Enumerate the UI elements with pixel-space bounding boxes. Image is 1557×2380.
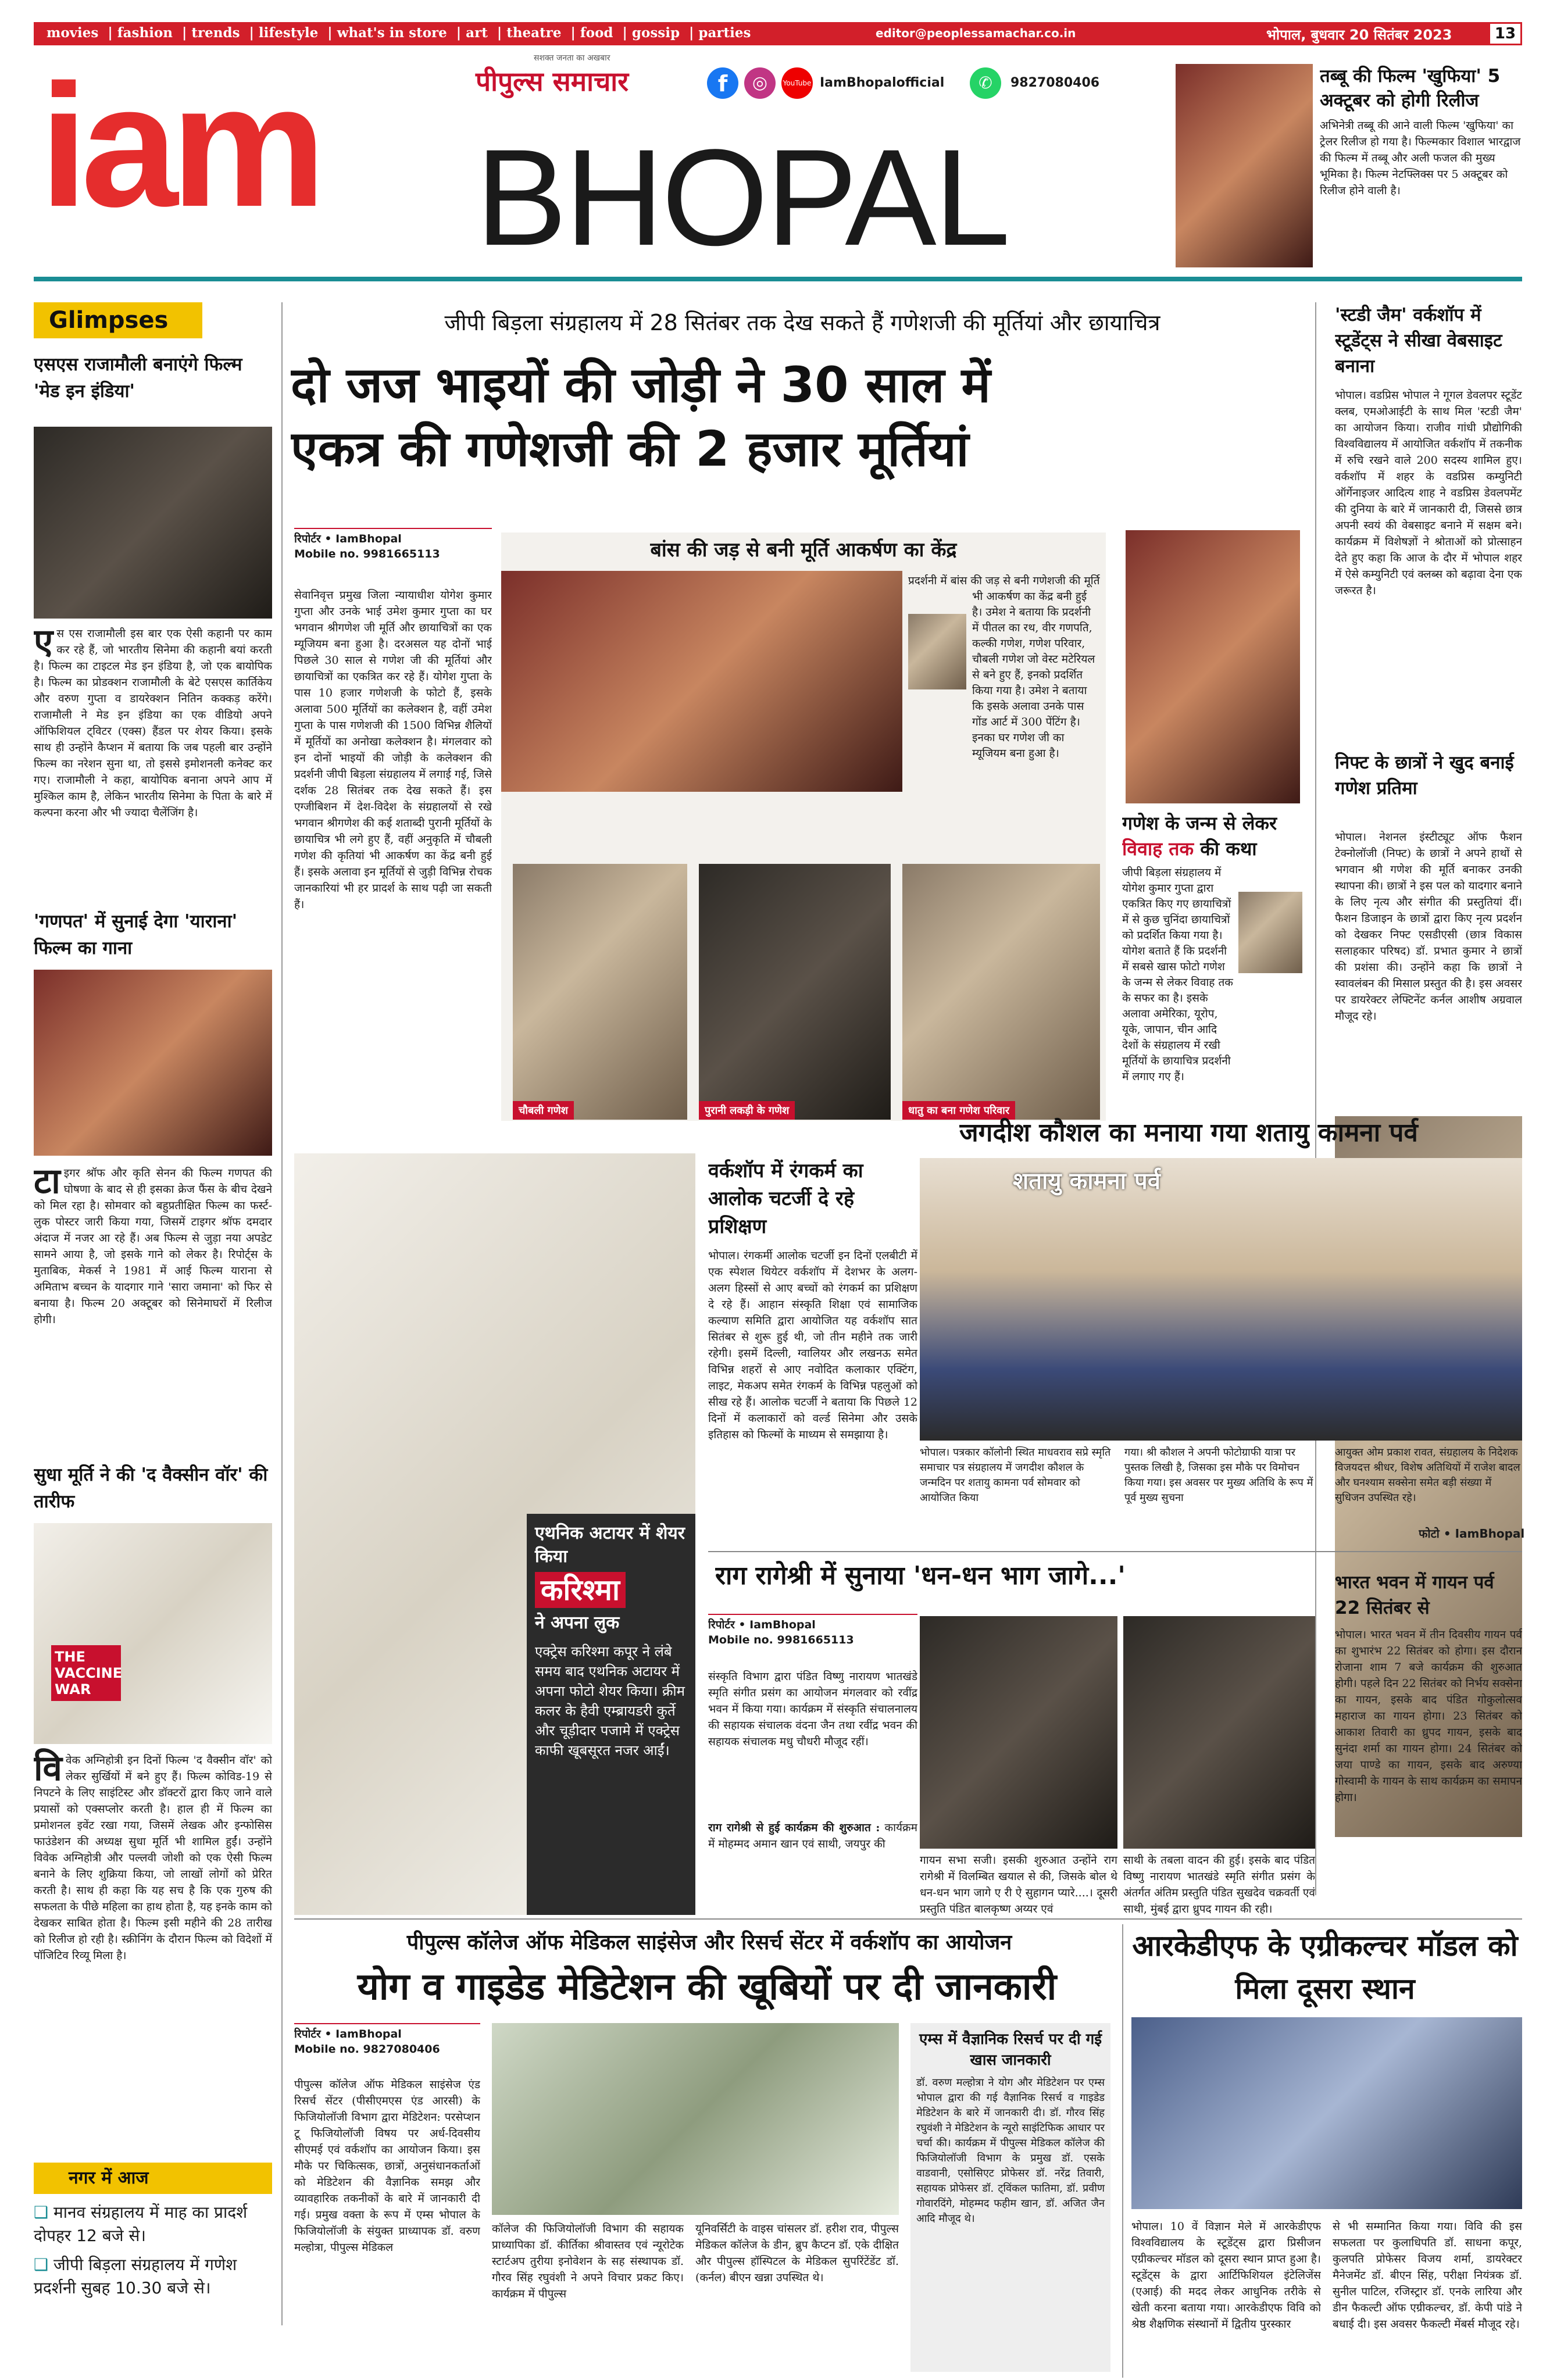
lead-reporter: रिपोर्टर • IamBhopal bbox=[294, 528, 492, 546]
metal-ganesh-photo bbox=[902, 864, 1100, 1120]
ganpat-body bbox=[34, 1161, 272, 1328]
glimpses-column bbox=[34, 302, 272, 2325]
aiims-box bbox=[910, 2023, 1110, 2372]
bamboo-ganesh-photo bbox=[501, 571, 902, 792]
instagram-icon[interactable]: ◎ bbox=[744, 67, 776, 99]
whatsapp-icon[interactable]: ✆ bbox=[970, 67, 1001, 99]
lead-byline bbox=[294, 528, 492, 562]
raag-photo-1 bbox=[920, 1616, 1117, 1849]
medical-headline: योग व गाइडेड मेडिटेशन की खूबियों पर दी जानकारी bbox=[357, 1966, 1057, 2009]
nav-item-theatre[interactable]: theatre bbox=[506, 25, 562, 41]
raag-byline bbox=[708, 1614, 917, 1648]
wooden-caption: पुरानी लकड़ी के गणेश bbox=[699, 1101, 795, 1120]
section-nav: movies | fashion | trends | lifestyle | what's in store | art | theatre | food | gossip | parties bbox=[47, 25, 751, 41]
raag-reporter: रिपोर्टर • IamBhopal bbox=[708, 1614, 917, 1632]
city-today-text-2: जीपी बिड़ला संग्रहालय में गणेश प्रदर्शनी सुबह 10.30 बजे से। bbox=[34, 2255, 237, 2297]
rkdf-body-2: से भी सम्मानित किया गया। विवि की इस सफलता पर कुलाधिपति डॉ. साधना कपूर, कुलपति प्रोफेसर विजय शर्मा, डायरेक्टर मैनेजमेंट डॉ. बीएन सिंह, परीक्षा नियंत्रक डॉ. सुनील पाटिल, रजिस्ट्रार डॉ. एनके लारिया और डीन फैकल्टी ऑफ एग्रीकल्चर, डॉ. केपी पांडे ने बधाई दी। इस अवसर फैकल्टी मेंबर्स मौजूद रहे। bbox=[1333, 2220, 1522, 2331]
raag-body-3: गायन सभा सजी। इसकी शुरुआत उन्होंने राग रागेश्री में विलम्बित खयाल से की, जिसके बोल थे धन-धन भाग जागे ए री ऐ सुहागन प्यारे....। दूसरी प्रस्तुति पंडित बालकृष्ण अय्यर एवं bbox=[920, 1854, 1117, 1916]
aiims-body: डॉ. वरुण मल्होत्रा ने योग और मेडिटेशन पर एम्स भोपाल द्वारा की गई वैज्ञानिक रिसर्च व गाइडेड मेडिटेशन के बारे में जानकारी दी। डॉ. गौरव सिंह रघुवंशी ने मेडिटेशन के न्यूरो साइंटिफिक आधार पर चर्चा की। कार्यक्रम में पीपुल्स मेडिकल कॉलेज की फिजियोलॉजी विभाग के प्रमुख डॉ. एसके वाडवानी, एसोसिएट प्रोफेसर डॉ. नरेंद्र तिवारी, सहायक प्रोफेसर डॉ. ट्विंकल फातिमा, डॉ. प्रवीण गोवारदिंगे, मोहम्मद फहीम खान, डॉ. अजित जैन आदि मौजूद थे। bbox=[916, 2077, 1105, 2225]
raag-top-rule bbox=[708, 1551, 1522, 1552]
rajamouli-title: एसएस राजामौली बनाएंगे फिल्म 'मेड इन इंडिया' bbox=[34, 354, 242, 402]
masthead-divider bbox=[34, 277, 1522, 281]
medical-body-3: यूनिवर्सिटी के वाइस चांसलर डॉ. हरीश राव, पीपुल्स मेडिकल कॉलेज के डीन, ब्रुप कैप्टन डॉ. एके दीक्षित और पीपुल्स हॉस्पिटल के मेडिकल सुपरिंटेंडेंट डॉ. (कर्नल) बीएन खन्ना उपस्थित थे। bbox=[695, 2222, 899, 2284]
lead-right-rule bbox=[1315, 302, 1316, 1895]
youtube-label: YouTube bbox=[783, 79, 812, 87]
theatre-workshop-title: वर्कशॉप में रंगकर्म का आलोक चटर्जी दे रहे प्रशिक्षण bbox=[708, 1159, 863, 1238]
lead-body: सेवानिवृत्त प्रमुख जिला न्यायाधीश योगेश कुमार गुप्ता और उनके भाई उमेश कुमार गुप्ता का घर भगवान श्रीगणेश जी मूर्ति और छायाचित्रों का एक म्यूजियम बना हुआ है। दरअसल यह दोनों भाई पिछले 30 साल से गणेश जी की मूर्तियां और छायाचित्रों का एकत्रित कर रहे हैं। योगेश गुप्ता के पास 10 हजार गणेशजी के फोटो हैं, इसके अलावा 500 मूर्तियों का कलेक्शन है, वहीं उमेश गुप्ता के पास गणेशजी की 1500 विभिन्न शैलियों में मूर्तियों का अनोखा कलेक्शन है। मंगलवार को इन दोनों भाइयों की जोड़ी के कलेक्शन की प्रदर्शनी जीपी बिड़ला संग्रहालय में लगाई गई, जिसे दर्शक 28 सितंबर तक देख सकते हैं। इस एग्जीबिशन में देश-विदेश के संग्रहालयों से रखे भगवान श्रीगणेश की कई शताब्दी पुरानी मूर्तियों के छायाचित्र भी लगे हुए हैं, वहीं अनुकृति में चौबली गणेश की कृतियां भी आकर्षण का केंद्र बनी हुई हैं। इसके अलावा इन मूर्तियों से जुड़ी विभिन्न रोचक जानकारियां भी हर प्रादर्श के साथ पढ़ी जा सकती हैं। bbox=[294, 589, 492, 911]
ganesh-painting-photo bbox=[1126, 530, 1300, 803]
vaccine-war-poster bbox=[34, 1523, 272, 1744]
issue-date: भोपाल, बुधवार 20 सितंबर 2023 bbox=[1266, 27, 1452, 43]
birth-story-body: जीपी बिड़ला संग्रहालय में योगेश कुमार गुप्ता द्वारा एकत्रित किए गए छायाचित्रों में से कुछ चुनिंदा छायाचित्रों को प्रदर्शित किया गया है। योगेश बताते हैं कि प्रदर्शनी में सबसे खास फोटो गणेश के जन्म से लेकर विवाह तक के सफर का है। इसके अलावा अमेरिका, यूरोप, यूके, जापान, चीन आदि देशों के संग्रहालय में रखी मूर्तियों के छायाचित्र प्रदर्शनी में लगाए गए हैं। bbox=[1122, 866, 1233, 1083]
left-column-rule bbox=[281, 302, 283, 2325]
nav-item-food[interactable]: food bbox=[580, 25, 613, 41]
social-handle[interactable]: IamBhopalofficial bbox=[820, 76, 945, 90]
nav-item-movies[interactable]: movies bbox=[47, 25, 99, 41]
vaccine-poster-title: THE VACCINE WAR bbox=[51, 1645, 121, 1701]
theatre-workshop-body: भोपाल। रंगकर्मी आलोक चटर्जी इन दिनों एलबीटी में एक स्पेशल थियेटर वर्कशॉप में देशभर के अलग-अलग हिस्सों से आए बच्चों को रंगकर्म का प्रशिक्षण दे रहे हैं। आहान संस्कृति शिक्षा एवं सामाजिक कल्याण समिति द्वारा आयोजित यह वर्कशॉप सात सितंबर से शुरू हुई थी, जो तीन महीने तक जारी रहेगी। इसमें दिल्ली, ग्वालियर और लखनऊ समेत विभिन्न शहरों से आए नवोदित कलाकार एक्टिंग, लाइट, मेकअप समेत रंगकर्म के विभिन्न पहलुओं को सीख रहे हैं। आलोक चटर्जी ने बताया कि पिछले 12 दिनों में कलाकारों को वर्ल्ड सिनेमा और उसके इतिहास को फिल्मों के माध्यम से समझाया है। bbox=[708, 1249, 917, 1441]
nav-item-fashion[interactable]: fashion bbox=[117, 25, 173, 41]
study-jam-body: भोपाल। वडप्रिस भोपाल ने गूगल डेवलपर स्टूडेंट क्लब, एमओआईटी के साथ मिल 'स्टडी जैम' का आयोजन किया। राजीव गांधी प्रौद्योगिकी विश्वविद्यालय में आयोजित वर्कशॉप में तकनीक में रुचि रखने वाले 200 सदस्य शामिल हुए। वर्कशॉप में शहर के वडप्रिस कम्युनिटी ऑर्गेनाइजर आदित्य शाह ने वडप्रिस डेवलपमेंट की दुनिया के बारे में जानकारी दी, जिससे छात्र अपनी स्वयं की वेबसाइट बनाने में सक्षम बने। कार्यक्रम में विशेषज्ञों ने श्रोताओं को प्रोत्साहन देते हुए कहा कि आज के दौर में भोपाल शहर में ऐसे कम्युनिटी एवं क्लब्स को बढ़ावा देना एक जरूरत है। bbox=[1335, 389, 1522, 597]
youtube-icon[interactable] bbox=[781, 67, 813, 99]
kaushal-photo bbox=[920, 1158, 1522, 1441]
logo-iam[interactable]: iam bbox=[40, 52, 319, 243]
lead-headline-2: एकत्र की गणेशजी की 2 हजार मूर्तियां bbox=[291, 420, 969, 477]
karishma-overlay-2: ने अपना लुक bbox=[535, 1613, 620, 1633]
sudha-title: सुधा मूर्ति ने की 'द वैक्सीन वॉर' की तारीफ bbox=[34, 1464, 268, 1512]
chaubali-caption: चौबली गणेश bbox=[513, 1101, 574, 1120]
bamboo-banner: बांस की जड़ से बनी मूर्ति आकर्षण का केंद्र bbox=[650, 538, 957, 562]
kaushal-banner: शतायु कामना पर्व bbox=[1013, 1168, 1160, 1195]
birth-story-head bbox=[1122, 810, 1302, 862]
karishma-overlay bbox=[527, 1514, 695, 1915]
medical-top-rule bbox=[294, 1918, 1522, 1920]
nav-item-gossip[interactable]: gossip bbox=[631, 25, 680, 41]
rajamouli-text: स एस राजामौली इस बार एक ऐसी कहानी पर काम कर रहे हैं, जो भारतीय सिनेमा की कहानी बयां करती है। फिल्म का टाइटल मेड इन इंडिया है, जो एक बायोपिक है। फिल्म का प्रोडक्शन राजामौली के बेटे एसएस कार्तिकेय और वरुण गुप्ता व डायरेक्शन नितिन कक्कड़ करेंगे। राजामौली ने मेड इन इंडिया का एक वीडियो अपने ऑफिशियल ट्विटर (एक्स) हैंडल पर शेयर किया। इसके साथ ही उन्होंने कैप्शन में बताया कि जब पहली बार उन्होंने फिल्म का नरेशन सुना था, तो इससे इमोशनली कनेक्ट कर गए। राजामौली ने कहा, बायोपिक बनाना अपने आप में मुश्किल काम है, लेकिन भारतीय सिनेमा के पिता के बारे में कल्पना करना और भी ज्यादा चैलेंजिंग है। bbox=[34, 627, 272, 819]
nav-item-art[interactable]: art bbox=[466, 25, 488, 41]
teaser-title: तब्बू की फिल्म 'खुफिया' 5 अक्टूबर को होगी रिलीज bbox=[1320, 66, 1501, 111]
rajamouli-dropcap: ए bbox=[34, 621, 53, 662]
city-today-tag: नगर में आज bbox=[34, 2163, 272, 2194]
editor-email[interactable]: editor@peoplessamachar.co.in bbox=[876, 26, 1076, 40]
chaubali-ganesh-photo bbox=[513, 864, 687, 1120]
rkdf-photo bbox=[1131, 2017, 1522, 2209]
paper-tagline: सशक्त जनता का अखबार bbox=[534, 53, 610, 63]
kaushal-caption-2: गया। श्री कौशल ने अपनी फोटोग्राफी यात्रा पर पुस्तक लिखी है, जिसका इस मौके पर विमोचन किया गया। इस अवसर पर मुख्य अतिथि के रूप में पूर्व मुख्य सुचना bbox=[1124, 1446, 1313, 1504]
medical-body-2: कॉलेज की फिजियोलॉजी विभाग की सहायक प्राध्यापिका डॉ. कीर्तिका श्रीवास्तव एवं न्यूरोटेक स्टार्टअप तुरीया इनोवेशन के सह संस्थापक डॉ. गौरव सिंह रघुवंशी ने अपने विचार प्रकट किए। कार्यक्रम में पीपुल्स bbox=[492, 2222, 684, 2300]
masthead bbox=[34, 52, 1150, 273]
karishma-overlay-1: एथनिक अटायर में शेयर किया bbox=[535, 1523, 685, 1567]
top-nav-bar bbox=[34, 22, 1522, 45]
bullet-icon: ❑ bbox=[34, 2203, 49, 2222]
birth-story-head-3: की कथा bbox=[1200, 838, 1257, 860]
kaushal-photo-credit: फोटो • IamBhopal bbox=[1419, 1527, 1525, 1541]
nift-title: निफ्ट के छात्रों ने खुद बनाई गणेश प्रतिमा bbox=[1335, 752, 1514, 799]
lead-mobile: Mobile no. 9981665113 bbox=[294, 548, 440, 560]
kaushal-title: जगदीश कौशल का मनाया गया शतायु कामना पर्व bbox=[959, 1118, 1418, 1148]
raag-title: राग रागेश्री में सुनाया 'धन-धन भाग जागे...' bbox=[715, 1561, 1126, 1591]
rajamouli-body bbox=[34, 621, 272, 821]
medical-byline bbox=[294, 2023, 480, 2057]
karishma-photo bbox=[294, 1153, 695, 1915]
karishma-overlay-name: करिश्मा bbox=[535, 1572, 626, 1608]
rkdf-title: आरकेडीएफ के एग्रीकल्चर मॉडल को मिला दूसरा स्थान bbox=[1132, 1929, 1518, 2006]
ganpat-text: इगर श्रॉफ और कृति सेनन की फिल्म गणपत की घोषणा के बाद से ही इसका क्रेज फैंस के बीच देखने को मिल रहा है। सोमवार को बहुप्रतीक्षित फिल्म का फर्स्ट-लुक पोस्टर जारी किया गया, जिसमें टाइगर श्रॉफ दमदार अंदाज में नजर आ रहे हैं। अब फिल्म से जुड़ा नया अपडेट सामने आया है, जो इसके गाने को लेकर है। रिपोर्ट्स के मुताबिक, मेकर्स ने 1981 में आई फिल्म याराना से अमिताभ बच्चन के यादगार गाने 'सारा जमाना' को फिर से बनाया है। फिल्म 20 अक्टूबर को सिनेमाघरों में रिलीज होगी। bbox=[34, 1167, 272, 1326]
bamboo-note-text: प्रदर्शनी में बांस की जड़ से बनी गणेशजी की मूर्ति भी आकर्षण का केंद्र बनी हुई है। उमेश ने बताया कि प्रदर्शनी में पीतल का रथ, वीर गणपति, कल्की गणेश, गणेश परिवार, चौबली गणेश जो वेस्ट मटेरियल से बने हुए हैं, इनको प्रदर्शित किया गया है। उमेश ने बताया कि इसके अलावा उनके पास गोंड आर्ट में 300 पेंटिंग है। इनका घर गणेश जी का म्यूजियम बना हुआ है। bbox=[908, 574, 1100, 760]
nav-item-trends[interactable]: trends bbox=[191, 25, 240, 41]
raag-body-4: साथी के तबला वादन की हुई। इसके बाद पंडित विष्णु नारायण भातखंडे स्मृति संगीत प्रसंग के अंतर्गत अंतिम प्रस्तुति पंडित सुखदेव चक्रवर्ती एवं साथी, मुंबई द्वारा ध्रुपद गायन की रही। bbox=[1123, 1854, 1315, 1916]
nav-item-lifestyle[interactable]: lifestyle bbox=[258, 25, 319, 41]
sudha-dropcap: वि bbox=[34, 1748, 62, 1789]
raag-photo-2 bbox=[1123, 1616, 1315, 1849]
nav-item-parties[interactable]: parties bbox=[698, 25, 751, 41]
teaser-photo-tabu bbox=[1176, 64, 1313, 267]
bamboo-note bbox=[908, 573, 1100, 817]
nav-item-whats-in-store[interactable]: what's in store bbox=[337, 25, 447, 41]
karishma-overlay-body: एक्ट्रेस करिश्मा कपूर ने लंबे समय बाद एथनिक अटायर में अपना फोटो शेयर किया। क्रीम कलर के हैवी एम्ब्रायडरी कुर्ते और चूड़ीदार पजामे में एक्ट्रेस काफी खूबसूरत नजर आईं। bbox=[535, 1643, 685, 1759]
bullet-icon: ❑ bbox=[34, 2255, 49, 2274]
bharat-bhavan-body: भोपाल। भारत भवन में तीन दिवसीय गायन पर्व का शुभारंभ 22 सितंबर को होगा। इस दौरान रोजाना शाम 7 बजे कार्यक्रम की शुरुआत होगी। पहले दिन 22 सितंबर को निर्भय सक्सेना का गायन, इसके बाद पंडित गोकुलोत्सव महाराज का गायन होगा। 23 सितंबर को आकाश तिवारी का ध्रुपद गायन, इसके बाद सुनंदा शर्मा का गायन होगा। 24 सितंबर को जया पाण्डे का गायन, इसके बाद अरुण्या गोस्वामी के गायन के साथ कार्यक्रम का समापन होगा। bbox=[1335, 1628, 1522, 1804]
teaser-body: अभिनेत्री तब्बू की आने वाली फिल्म 'खुफिया' का ट्रेलर रिलीज हो गया है। फिल्मकार विशाल भारद्वाज की फिल्म में तब्बू और अली फजल की मुख्य भूमिका है। फिल्म नेटफ्लिक्स पर 5 अक्टूबर को रिलीज होने वाली है। bbox=[1320, 119, 1521, 197]
city-today-item-2 bbox=[34, 2253, 272, 2300]
lead-headline-1: दो जज भाइयों की जोड़ी ने 30 साल में bbox=[291, 356, 991, 413]
lead-kicker: जीपी बिड़ला संग्रहालय में 28 सितंबर तक देख सकते हैं गणेशजी की मूर्तियां और छायाचित्र bbox=[444, 310, 1160, 335]
rkdf-body-1: भोपाल। 10 वें विज्ञान मेले में आरकेडीएफ विश्वविद्यालय के स्टूडेंट्स द्वारा प्रिसीजन एग्रीकल्चर मॉडल को दूसरा स्थान प्राप्त हुआ है। स्टूडेंट्स के द्वारा आर्टिफिशियल इंटेलिजेंस (एआई) की मदद लेकर आधुनिक तरीके से खेती करना बताया गया। आरकेडीएफ विवि को श्रेष्ठ शैक्षणिक संस्थानों में द्वितीय पुरस्कार bbox=[1131, 2220, 1321, 2331]
medical-kicker: पीपुल्स कॉलेज ऑफ मेडिकल साइंसेज और रिसर्च सेंटर में वर्कशॉप का आयोजन bbox=[406, 1931, 1012, 1954]
rajamouli-photo bbox=[34, 427, 272, 619]
logo-bhopal[interactable]: BHOPAL bbox=[476, 121, 1008, 273]
page-number: 13 bbox=[1488, 22, 1522, 45]
nift-body: भोपाल। नेशनल इंस्टीट्यूट ऑफ फैशन टेक्नोलॉजी (निफ्ट) के छात्रों ने अपने हाथों से भगवान श्री गणेश की मूर्ति बनाकर उनकी स्थापना की। छात्रों ने इस पल को यादगार बनाने के लिए नृत्य और संगीत की प्रस्तुतियां दीं। फैशन डिजाइन के छात्रों द्वारा किए नृत्य प्रदर्शन को देखकर निफ्ट एसडीएसी (छात्र विकास सलाहकार परिषद) डॉ. प्रभात कुमार ने छात्रों की प्रशंसा की। उन्होंने कहा कि छात्रों ने स्वावलंबन की मिसाल प्रस्तुत की है। इस अवसर पर डायरेक्टर लेफ्टिनेंट कर्नल आशीष अग्रवाल मौजूद रहे। bbox=[1335, 831, 1522, 1023]
medical-event-photo bbox=[492, 2023, 899, 2215]
ganpat-dropcap: टा bbox=[34, 1161, 60, 1202]
raag-body-2 bbox=[708, 1820, 917, 1852]
sudha-body bbox=[34, 1748, 272, 1964]
raag-subhead: राग रागेश्री से हुई कार्यक्रम की शुरुआत : bbox=[708, 1821, 880, 1834]
metal-caption: धातु का बना गणेश परिवार bbox=[902, 1101, 1015, 1120]
sudha-text: वेक अग्निहोत्री इन दिनों फिल्म 'द वैक्सीन वॉर' को लेकर सुर्खियों में बने हुए हैं। फिल्म कोविड-19 से निपटने के लिए साइंटिस्ट और डॉक्टरों द्वारा किए जाने वाले प्रयासों को एक्सप्लोर करती है। हाल ही में फिल्म का प्रमोशनल इवेंट रखा गया, जिसमें लेखक और इन्फोसिस फाउंडेशन की अध्यक्ष सुधा मूर्ति भी शामिल हुईं। उन्होंने विवेक अग्निहोत्री और पल्लवी जोशी को एक ऐसी फिल्म बनाने के लिए शुक्रिया किया, जो लाखों लोगों को प्रेरित करती है। साथ ही कहा कि यह सच है कि एक गुरुष की सफलता के पीछे महिला का हाथ होता है, यह इनके काम को देखकर साबित होता है। फिल्म इसी महीने की 28 तारीख को रिलीज हो रही है। स्क्रीनिंग के दौरान फिल्म को विदेशों में पॉजिटिव रिव्यू मिला है। bbox=[34, 1754, 272, 1962]
lead-photo-panel bbox=[501, 533, 1106, 1121]
raag-body-2-text: कार्यक्रम में मोहम्मद अमान खान एवं साथी, जयपुर की bbox=[708, 1821, 917, 1850]
glimpses-tag: Glimpses bbox=[34, 302, 202, 338]
ganpat-title: 'गणपत' में सुनाई देगा 'याराना' फिल्म का गाना bbox=[34, 911, 238, 959]
city-today-item-1 bbox=[34, 2201, 272, 2247]
teaser-box bbox=[1320, 64, 1523, 273]
birth-story-head-2: विवाह तक bbox=[1122, 838, 1194, 860]
city-today-text-1: मानव संग्रहालय में माह का प्रादर्श दोपहर 12 बजे से। bbox=[34, 2203, 248, 2245]
raag-body-1: संस्कृति विभाग द्वारा पंडित विष्णु नारायण भातखंडे स्मृति संगीत प्रसंग का आयोजन मंगलवार को रवींद्र भवन में किया गया। कार्यक्रम में संस्कृति संचालनालय की सहायक संचालक वंदना जैन तथा रवींद्र भवन की सहायक संचालक मधु चौधरी मौजूद रहीं। bbox=[708, 1670, 917, 1748]
study-jam-title: 'स्टडी जैम' वर्कशॉप में स्टूडेंट्स ने सीखा वेबसाइट बनाना bbox=[1335, 305, 1502, 377]
theatre-workshop bbox=[708, 1157, 917, 1587]
raag-mobile: Mobile no. 9981665113 bbox=[708, 1634, 854, 1646]
kaushal-caption-3: आयुक्त ओम प्रकाश रावत, संग्रहालय के निदेशक विजयदत्त श्रीधर, विशेष अतिथियों में राजेश बादल और घनश्याम सक्सेना समेत बड़ी संख्या में सुधिजन उपस्थित रहे। bbox=[1335, 1446, 1520, 1504]
ganpat-photo bbox=[34, 970, 272, 1156]
facebook-icon[interactable]: f bbox=[707, 67, 738, 99]
medical-reporter: रिपोर्टर • IamBhopal bbox=[294, 2023, 480, 2042]
kaushal-caption-1: भोपाल। पत्रकार कॉलोनी स्थित माधवराव सप्रे स्मृति समाचार पत्र संग्रहालय में जगदीश कौशल के जन्मदिन पर शतायु कामना पर्व सोमवार को आयोजित किया bbox=[920, 1446, 1111, 1504]
yogesh-portrait bbox=[1238, 892, 1302, 973]
rkdf-left-rule bbox=[1122, 1924, 1123, 2378]
birth-story-head-1: गणेश के जन्म से लेकर bbox=[1122, 812, 1277, 834]
medical-body-1: पीपुल्स कॉलेज ऑफ मेडिकल साइंसेज एंड रिसर्च सेंटर (पीसीएमएस एंड आरसी) के फिजियोलॉजी विभाग द्वारा मेडिटेशन: परसेप्शन टू फिजियोलॉजी विषय पर अर्ध-दिवसीय सीएमई एवं वर्कशॉप का आयोजन किया। इस मौके पर चिकित्सक, छात्रों, अनुसंधानकर्ताओं को मेडिटेशन की वैज्ञानिक समझ और व्यावहारिक तकनीकों के बारे में जानकारी दी गई। प्रमुख वक्ता के रूप में एम्स भोपाल के फिजियोलॉजी के संयुक्त प्राध्यापक डॉ. वरुण मल्होत्रा, पीपुल्स मेडिकल bbox=[294, 2078, 480, 2254]
medical-mobile: Mobile no. 9827080406 bbox=[294, 2043, 440, 2056]
wooden-ganesh-photo bbox=[699, 864, 891, 1120]
bharat-bhavan-title: भारत भवन में गायन पर्व 22 सितंबर से bbox=[1335, 1572, 1494, 1618]
whatsapp-number[interactable]: 9827080406 bbox=[1010, 76, 1100, 90]
paper-name: पीपुल्स समाचार bbox=[476, 66, 629, 97]
bharat-bhavan bbox=[1335, 1570, 1522, 1918]
aiims-title: एम्स में वैज्ञानिक रिसर्च पर दी गई खास जानकारी bbox=[919, 2031, 1102, 2069]
